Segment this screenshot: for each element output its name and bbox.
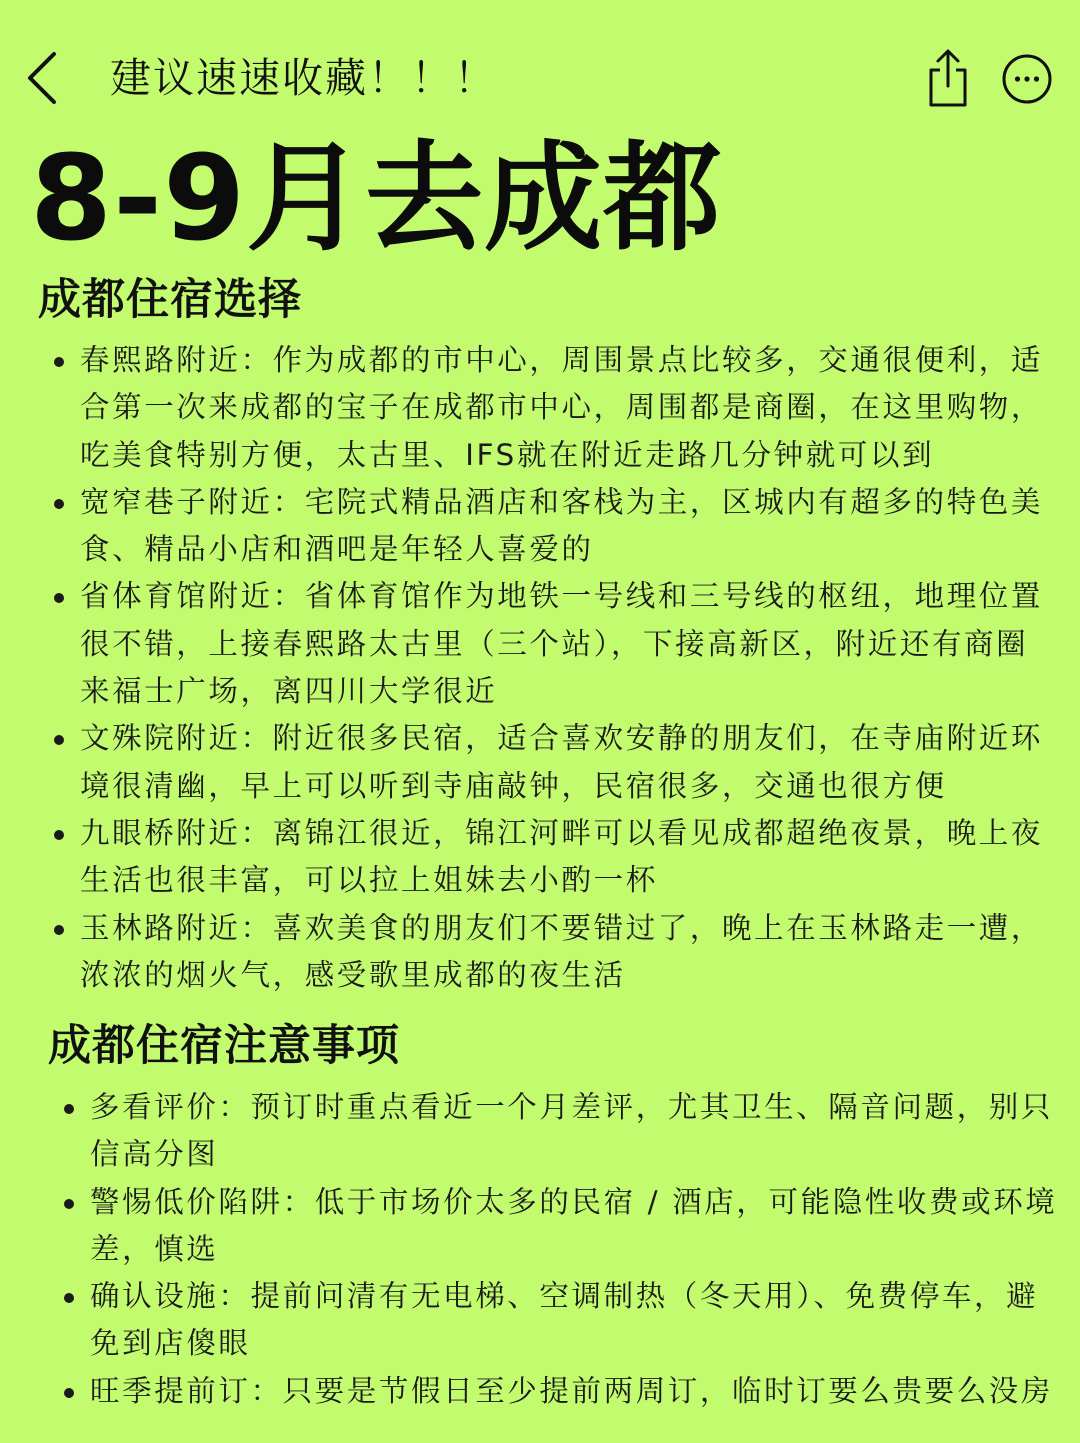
list-item [90,1273,1065,1368]
share-icon [922,46,974,110]
list-item [80,337,1055,479]
list-item-text: 文殊院附近：附近很多民宿，适合喜欢安静的朋友们，在寺庙附近环境很清幽，早上可以听到寺庙敲钟，民宿很多，交通也很方便 [80,721,1044,803]
bullet-icon [64,1199,74,1209]
bullet-icon [64,1293,74,1303]
bullet-icon [54,499,64,509]
list-item [90,1368,1065,1415]
back-button[interactable] [20,46,70,110]
list-item-text: 警惕低价陷阱：低于市场价太多的民宿 / 酒店，可能隐性收费或环境差，慎选 [90,1184,1058,1266]
list-item [80,715,1055,810]
bullet-icon [54,925,64,935]
list-item-text: 九眼桥附近：离锦江很近，锦江河畔可以看见成都超绝夜景，晚上夜生活也很丰富，可以拉上姐妹去小酌一杯 [80,815,1044,898]
accommodation-list [80,337,1055,999]
chevron-left-icon [20,46,70,110]
section-title-accommodation: 成都住宿选择 [38,275,302,325]
list-item-text: 多看评价：预订时重点看近一个月差评，尤其卫生、隔音问题，别只信高分图 [90,1090,1054,1172]
notes-list [90,1084,1065,1415]
list-item [90,1084,1065,1179]
list-item-text: 春熙路附近：作为成都的市中心，周围景点比较多，交通很便利，适合第一次来成都的宝子在成都市中心，周围都是商圈，在这里购物，吃美食特别方便，太古里、IFS就在附近走路几分钟就可以到 [80,343,1044,472]
bullet-icon [64,1388,74,1398]
note-title: 建议速速收藏！！！ [110,54,497,102]
bullet-icon [54,593,64,603]
list-item-text: 宽窄巷子附近：宅院式精品酒店和客栈为主，区城内有超多的特色美食、精品小店和酒吧是年轻人喜爱的 [80,484,1044,567]
list-item-text: 玉林路附近：喜欢美食的朋友们不要错过了，晚上在玉林路走一遭，浓浓的烟火气，感受歌里成都的夜生活 [80,910,1044,992]
page-title: 8-9月去成都 [30,129,723,267]
more-button[interactable] [1002,54,1052,104]
bullet-icon [64,1104,74,1114]
bullet-icon [54,357,64,367]
list-item-text: 省体育馆附近：省体育馆作为地铁一号线和三号线的枢纽，地理位置很不错，上接春熙路太古里（三个站），下接高新区，附近还有商圈来福士广场，离四川大学很近 [80,579,1044,709]
more-dots-icon [1002,54,1052,104]
share-button[interactable] [922,46,974,110]
list-item [90,1179,1065,1274]
bullet-icon [54,735,64,745]
list-item [80,479,1055,574]
list-item [80,810,1055,905]
list-item [80,905,1055,1000]
bullet-icon [54,830,64,840]
list-item [80,573,1055,715]
list-item-text: 确认设施：提前问清有无电梯、空调制热（冬天用）、免费停车，避免到店傻眼 [90,1279,1039,1361]
section-title-notes: 成都住宿注意事项 [48,1021,400,1071]
list-item-text: 旺季提前订：只要是节假日至少提前两周订，临时订要么贵要么没房 [90,1373,1054,1408]
